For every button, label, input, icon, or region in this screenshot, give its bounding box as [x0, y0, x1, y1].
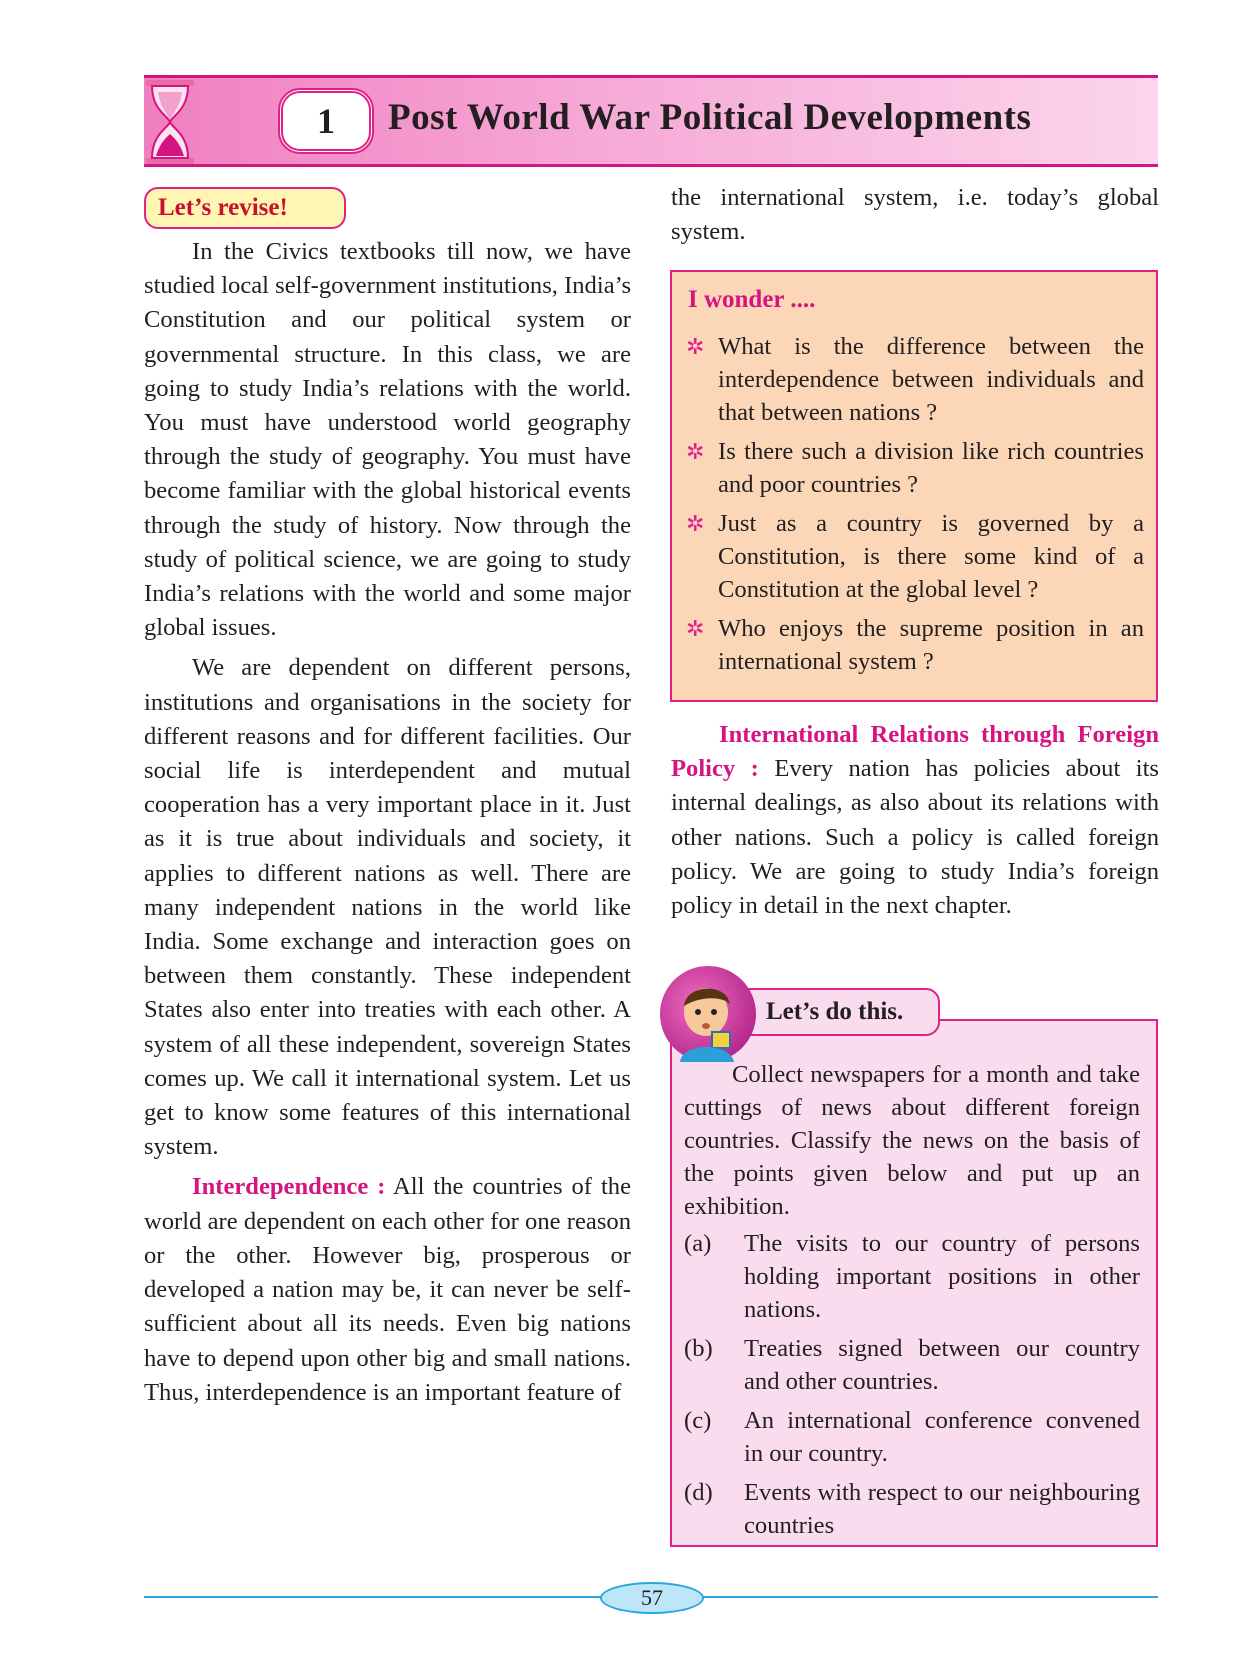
asterisk-bullet-icon: ✲: [686, 616, 705, 641]
i-wonder-title: I wonder ....: [688, 286, 816, 313]
chapter-number-badge: 1: [278, 88, 374, 154]
list-item: (d) Events with respect to our neighbouring countries: [684, 1479, 1140, 1539]
list-item: (b) Treaties signed between our country and other countries.: [684, 1335, 1140, 1395]
asterisk-bullet-icon: ✲: [686, 439, 705, 464]
hourglass-icon: [142, 78, 198, 166]
lets-do-this-content: [684, 1058, 1140, 1548]
activity-list: [684, 1227, 1140, 1542]
lets-revise-label: Let’s revise!: [144, 187, 346, 229]
foreign-policy-heading: International Relations through Foreign Policy :: [671, 721, 1159, 783]
boy-illustration-icon: [660, 966, 756, 1062]
list-item: (a) The visits to our country of persons holding important positions in other nations.: [684, 1230, 1140, 1323]
interdependence-heading: Interdependence :: [192, 1173, 386, 1201]
foreign-policy-body: Every nation has policies about its internal dealings, as also about its relations with other nations. Such a policy is called foreign policy. We are going to study India’s foreign policy in detail in the next chapter.: [671, 755, 1159, 920]
left-column: [144, 235, 631, 1410]
list-item: ✲ What is the difference between the interdependence between individuals and that between nations ?: [686, 330, 1144, 429]
intro-paragraph: In the Civics textbooks till now, we have studied local self-government institutions, India’s Constitution and our political system or governmental structure. In this class, we are going to study India’s relations with the world. You must have understood world geography through the study of geography. You must have become familiar with the global historical events through the study of history. Now through the study of political science, we are going to study India’s relations with the world and some major global issues.: [144, 238, 632, 642]
list-item: ✲ Is there such a division like rich countries and poor countries ?: [686, 435, 1144, 501]
chapter-title: Post World War Political Developments: [388, 97, 1032, 138]
list-item: (c) An international conference convened in our country.: [684, 1407, 1140, 1467]
list-item: ✲ Just as a country is governed by a Constitution, is there some kind of a Constitution at the global level ?: [686, 507, 1144, 606]
list-item: ✲ Who enjoys the supreme position in an international system ?: [686, 612, 1144, 678]
i-wonder-box: [670, 270, 1158, 702]
page-number: 57: [600, 1582, 704, 1614]
interdependence-paragraph: [144, 1170, 631, 1409]
asterisk-bullet-icon: ✲: [686, 334, 705, 359]
asterisk-bullet-icon: ✲: [686, 511, 705, 536]
foreign-policy-paragraph: [671, 718, 1159, 923]
interdependence-body: All the countries of the world are dependent on each other for one reason or the other. However big, prosperous or developed a nation may be, it can never be self-sufficient about all its needs. Even big nations have to depend upon other big and small nations. Thus, interdependence is an important feature of: [144, 1173, 631, 1406]
wonder-question-list: [686, 330, 1144, 684]
lets-do-this-label: Let’s do this.: [744, 988, 940, 1036]
continuation-text: the international system, i.e. today’s global system.: [671, 184, 1159, 246]
dependence-paragraph: We are dependent on different persons, institutions and organisations in the society for different reasons and for different facilities. Our social life is interdependent and mutual cooperation has a very important place in it. Just as it is true about individuals and society, it applies to different nations as well. There are many independent nations in the world like India. Some exchange and interaction goes on between them constantly. These independent States also enter into treaties with each other. A system of all these independent, sovereign States comes up. We call it international system. Let us get to know some features of this international system.: [144, 654, 631, 1161]
activity-instructions: Collect newspapers for a month and take cuttings of news about different foreign countries. Classify the news on the basis of the points given below and put up an exhibition.: [684, 1061, 1140, 1220]
